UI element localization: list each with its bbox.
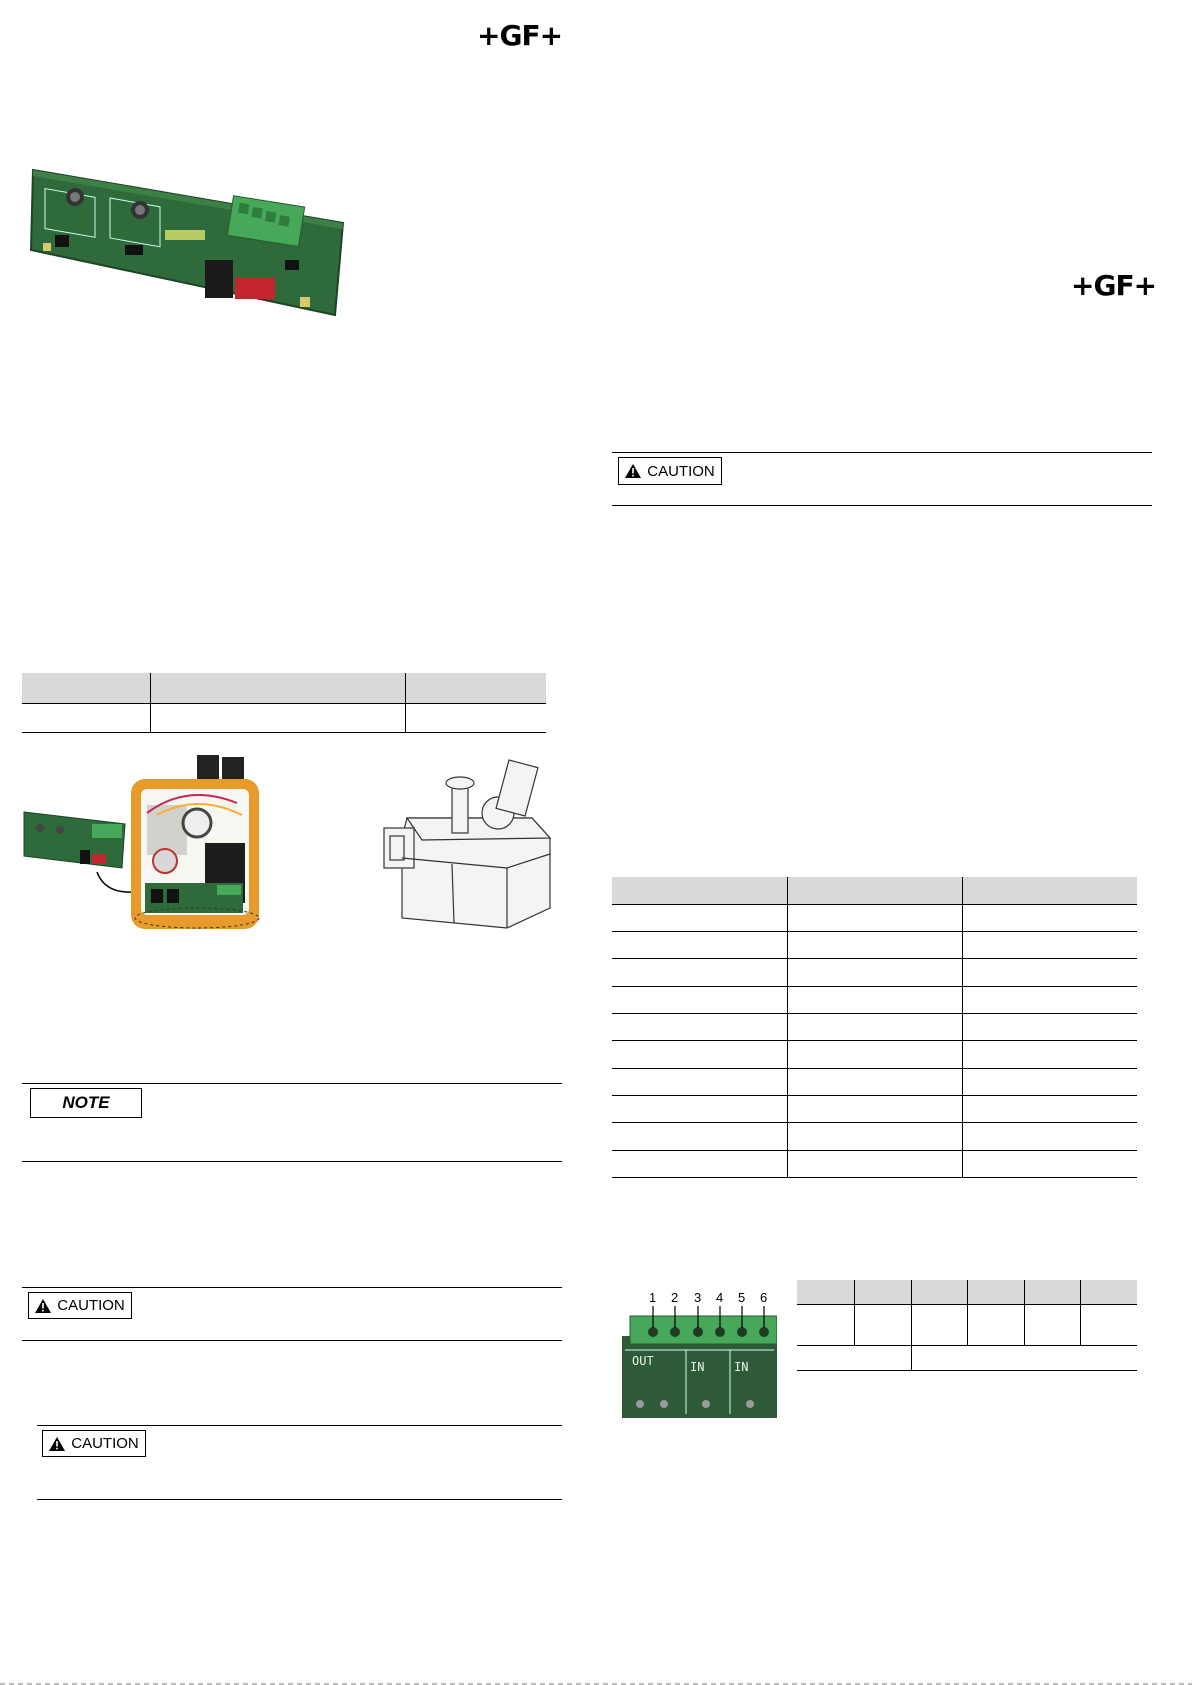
note-label: NOTE: [62, 1093, 110, 1112]
pin-table-rule: [797, 1370, 1137, 1371]
caution-rule-top: [612, 452, 1152, 453]
warning-triangle-icon: [49, 1437, 65, 1451]
pin-number: 5: [738, 1290, 746, 1305]
pin-table-header-cell: [1080, 1280, 1137, 1304]
gf-logo-right: +GF+: [1071, 269, 1157, 302]
gf-logo-top: +GF+: [477, 19, 563, 52]
actuator-housing-photo: [127, 743, 267, 933]
pin-number: 4: [716, 1290, 724, 1305]
pin-table-header-cell: [797, 1280, 854, 1304]
pin-table-header-cell: [967, 1280, 1024, 1304]
board-insert-photo: [22, 810, 127, 872]
note-label-box: [30, 1088, 142, 1118]
right-table-divider: [787, 877, 788, 1177]
right-table-rule: [612, 1122, 1137, 1123]
right-table-rule: [612, 986, 1137, 987]
left-table-header-cell: [22, 673, 150, 703]
terminal-in-label: IN: [690, 1360, 705, 1374]
right-table-header-cell: [787, 877, 962, 904]
right-table-header-row: [612, 877, 1137, 904]
caution-rule-bottom: [37, 1499, 562, 1500]
left-table-header-cell: [406, 673, 546, 703]
actuator-line-drawing: [382, 758, 554, 933]
caution-rule-bottom: [612, 505, 1152, 506]
left-table-header-cell: [150, 673, 406, 703]
pin-table-header-cell: [911, 1280, 967, 1304]
caution-label-box: [618, 457, 722, 485]
caution-rule-top: [37, 1425, 562, 1426]
left-table-rule: [22, 732, 546, 733]
pin-table-rule: [797, 1345, 1137, 1346]
right-table-rule: [612, 1150, 1137, 1151]
pin-table-divider: [1024, 1280, 1025, 1345]
pin-table-header-cell: [854, 1280, 911, 1304]
terminal-block-figure: [622, 1288, 777, 1418]
right-table-rule: [612, 1095, 1137, 1096]
right-table-divider: [962, 877, 963, 1177]
warning-triangle-icon: [35, 1299, 51, 1313]
right-table-rule: [612, 958, 1137, 959]
caution-label: CAUTION: [71, 1435, 139, 1452]
terminal-in-label: IN: [734, 1360, 749, 1374]
right-table-rule: [612, 1177, 1137, 1178]
left-table-divider: [405, 673, 406, 732]
pin-table-divider: [1080, 1280, 1081, 1345]
caution-label: CAUTION: [647, 462, 715, 480]
warning-triangle-icon: [625, 464, 641, 478]
right-table-rule: [612, 1040, 1137, 1041]
pin-table-divider: [854, 1280, 855, 1345]
left-table-divider: [150, 673, 151, 732]
note-rule-bottom: [22, 1161, 562, 1162]
right-table-header-cell: [612, 877, 787, 904]
pin-number: 6: [760, 1290, 768, 1305]
left-table-rule: [22, 703, 546, 704]
left-table-header-row: [22, 673, 546, 703]
caution-label: CAUTION: [57, 1297, 125, 1314]
caution-rule-top: [22, 1287, 562, 1288]
note-rule-top: [22, 1083, 562, 1084]
terminal-out-label: OUT: [632, 1354, 654, 1368]
right-table-rule: [612, 1068, 1137, 1069]
pin-table-header-cell: [1024, 1280, 1080, 1304]
right-table-rule: [612, 931, 1137, 932]
caution-rule-bottom: [22, 1340, 562, 1341]
pcb-board-photo: [25, 165, 345, 325]
right-table-rule: [612, 1013, 1137, 1014]
pin-number: 1: [649, 1290, 657, 1305]
pin-number: 2: [671, 1290, 679, 1305]
pin-table-divider: [967, 1280, 968, 1345]
right-table-rule: [612, 904, 1137, 905]
right-table-header-cell: [962, 877, 1137, 904]
pin-number: 3: [694, 1290, 702, 1305]
caution-label-box: [42, 1430, 146, 1457]
pin-table-divider: [911, 1280, 912, 1370]
caution-label-box: [28, 1292, 132, 1319]
